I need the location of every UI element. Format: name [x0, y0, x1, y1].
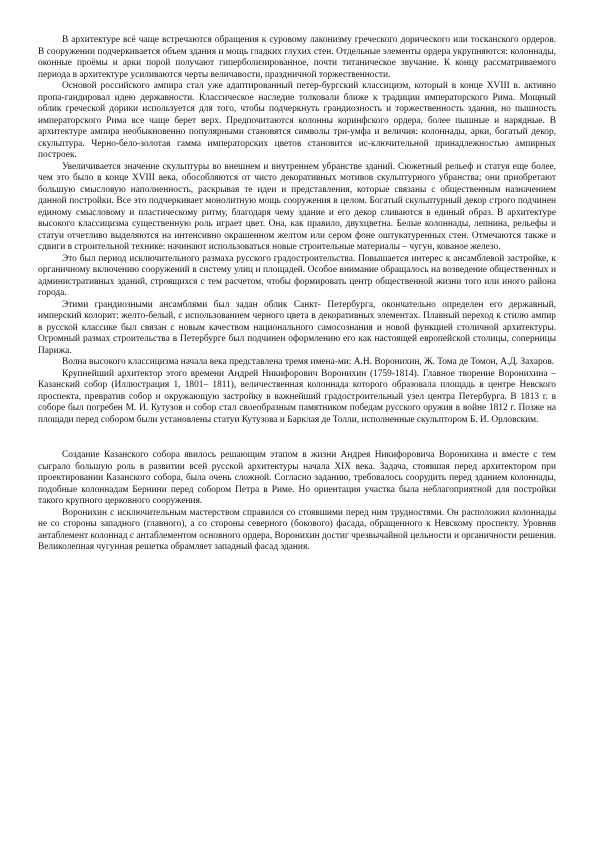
paragraph-petersburg-ensembles: Этими грандиозными ансамблями был задан облик Санкт- Петербурга, окончательно определен его державный, имперский колорит: желто-белый, с использованием черного цвета в декоративных элементах. Плавный переход к стилю ампир в русской классике был связан с новым качеством национального самосознания и новой функцией столичной архитектуры. Огромный размах строительства в Петербурге был подчинен оформлению его как настоящей европейской столицы, соперницы Парижа. [38, 299, 556, 356]
paragraph-kazan-creation: Создание Казанского собора явилось решающим этапом в жизни Андрея Никифоровича Воронихина и вместе с тем сыграло большую роль в развитии всей русской архитектуры начала XIX века. Задача, стоявшая перед архитектором при проектировании Казанского собора, была очень сложной. Согласно заданию, требовалось соорудить перед зданием колоннады, подобные колоннадам Бернини перед собором Петра в Риме. Но ориентация участка была неблагоприятной для постройки такого крупного церковного сооружения. [38, 450, 556, 506]
paragraph-sculpture-role: Увеличивается значение скульптуры во внешнем и внутреннем убранстве зданий. Сюжетный рельеф и статуя еще более, чем это было в конце XVIII века, обособляются от чисто декоративных мотивов скульптурного убранства; они приобретают большую смысловую наполненность, раскрывая те идеи и представления, которые связаны с общественным назначением данной постройки. Все это подчеркивает монолитную мощь сооружения в целом. Богатый скульптурный декор строго подчинен единому смысловому и пластическому ритму, благодаря чему здание и его декор сливаются в единый образ. В архитектуре высокого классицизма существенную роль играет цвет. Она, как правило, двухцветна. Белые колоннады, лепнина, рельефы и статуи отчетливо выделяются на интенсивно окрашенном желтом или сером фоне оштукатуренных стен. Отмечаются также и сдвиги в строительной технике: начинают использоваться новые строительные материалы – чугун, кованое железо. [38, 161, 556, 252]
paragraph-voronikhin-kazan: Крупнейший архитектор этого времени Андрей Никифорович Воронихин (1759-1814). Главное творение Воронихина – Казанский собор (Иллюстрация 1, 1801– 1811), величественная колоннада которого образовала площадь в центре Невского проспекта, превратив собор и окружающую застройку в важнейший градостроительный узел центра Петербурга. В 1813 г. в соборе был погребен М. И. Кутузов и собор стал своеобразным памятником победам русского оружия в войне 1812 г. Позже на площади перед собором были установлены статуи Кутузова и Барклая де Толли, исполненные скульптором Б. И. Орловским. [38, 368, 556, 425]
paragraph-high-classicism-names: Волна высокого классицизма начала века представлена тремя имена-ми: А.Н. Воронихин, Ж. Тома де Томон, А.Д. Захаров. [62, 357, 555, 367]
paragraph-russian-empire-style: Основой российского ампира стал уже адаптированный петер-бургский классицизм, который в конце XVIII в. активно пропа-гандировал идею державности. Классическое наследие толковали ближе к традиции императорского Рима. Мощный облик греческой дорики используется для того, чтобы подчеркнуть грандиозность и торжественность здания, но пышность императорского Рима все чаще берет верх. Предпочитаются колонны коринфского ордера, более пышные и нарядные. В архитектуре ампира необыкновенно популярными становятся символы три-умфа и величия: колоннады, арки, богатый декор, скульптура. Черно-бело-золотая гамма императорских цветов становится ис-ключительной принадлежностью ампирных построек. [38, 81, 556, 160]
paragraph-colonnade-solution: Воронихин с исключительным мастерством справился со стоявшими перед ним трудностями. Он расположил колоннады не со стороны западного (главного), а со стороны северного (бокового) фасада, обращенного к Невскому проспекту. Уровняв антаблемент колоннад с антаблементом основного ордера, Воронихин достиг чрезвычайной цельности и органичности решения. Великолепная чугунная решетка обрамляет западный фасад здания. [38, 507, 556, 552]
paragraph-urban-planning: Это был период исключительного размаха русского градостроительства. Повышается интерес к ансамблевой застройке, к органичному включению сооружений в систему улиц и площадей. Особое внимание обращалось на возведение общественных и административных зданий, строящихся с тем расчетом, чтобы формировать центр общественной жизни того или иного района города. [38, 253, 556, 298]
paragraph-gap [38, 426, 556, 450]
paragraph-order-austerity: В архитектуре всё чаще встречаются обращения к суровому лаконизму греческого дорического или тосканского ордеров. В сооружении подчеркивается объем здания и мощь гладких глухих стен. Отдельные элементы ордера укрупняются: колоннады, оконные проёмы и арки порой получают гиперболизированное, почти титаническое звучание. К концу рассматриваемого периода в архитектуре усиливаются черты величавости, праздничной торжественности. [38, 35, 556, 80]
